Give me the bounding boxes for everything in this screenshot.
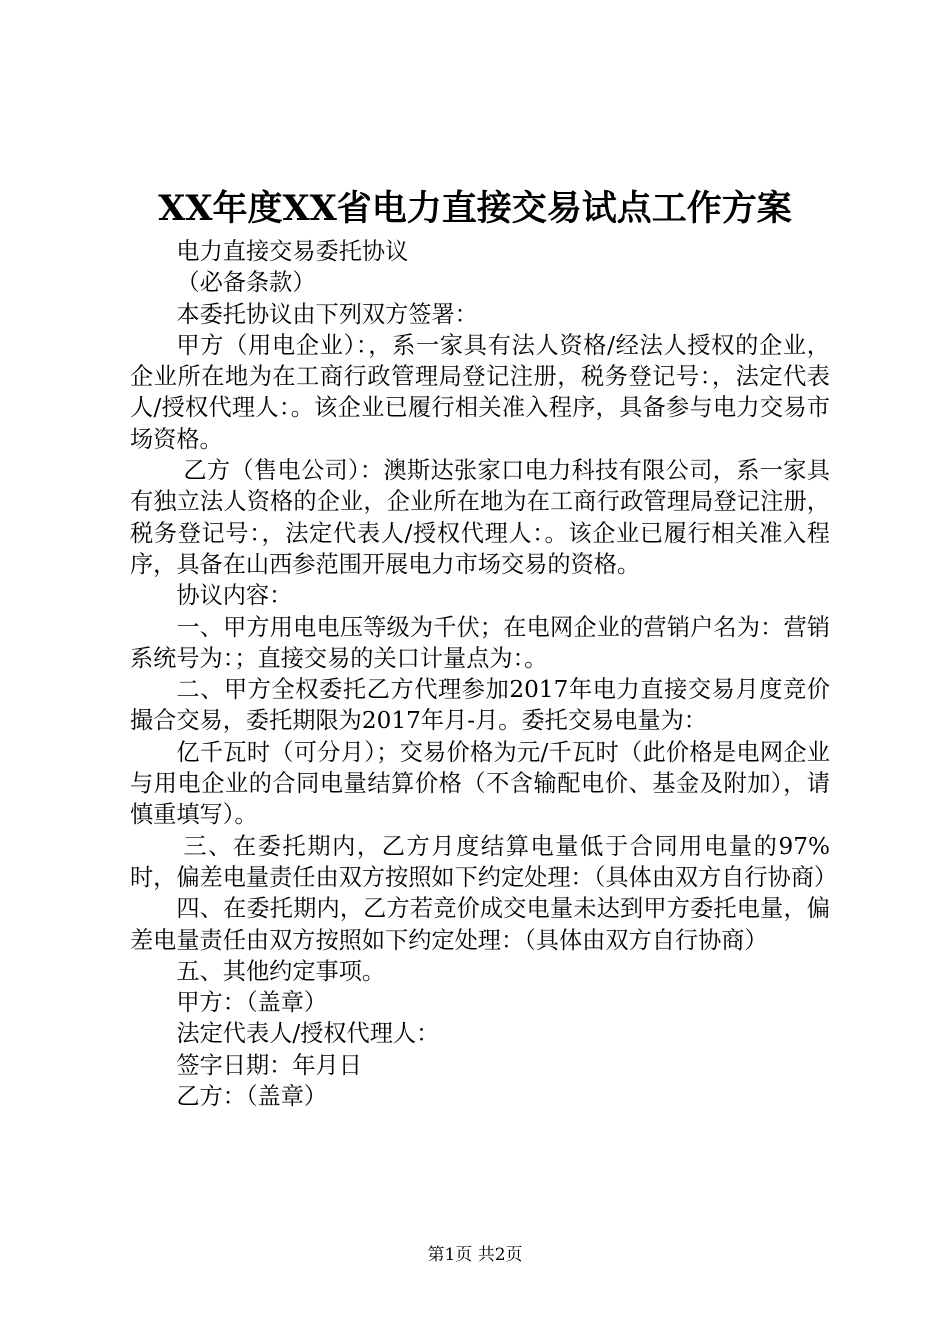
paragraph-agreement-name: 电力直接交易委托协议 xyxy=(176,238,409,265)
paragraph-signing-parties: 本委托协议由下列双方签署： xyxy=(176,300,478,328)
paragraph-signing-date: 签字日期：年月日 xyxy=(176,1051,362,1079)
paragraph-legal-representative: 法定代表人/授权代理人： xyxy=(176,1020,440,1048)
paragraph-agreement-content: 协议内容： xyxy=(176,582,293,610)
paragraph-clause-4: 四、在委托期内，乙方若竞价成交电量未达到甲方委托电量，偏差电量责任由双方按照如下约定处理：（具体由双方自行协商） xyxy=(130,895,830,954)
paragraph-party-b: 乙方（售电公司）：澳斯达张家口电力科技有限公司，系一家具有独立法人资格的企业，企业所在地为在工商行政管理局登记注册，税务登记号：，法定代表人/授权代理人：。该企业已履行相关准入程序，具备在山西参范围开展电力市场交易的资格。 xyxy=(130,457,830,578)
paragraph-party-a: 甲方（用电企业）：，系一家具有法人资格/经法人授权的企业，企业所在地为在工商行政管理局登记注册，税务登记号：，法定代表人/授权代理人：。该企业已履行相关准入程序，具备参与电力交易市场资格。 xyxy=(130,331,830,453)
document-title: XX年度XX省电力直接交易试点工作方案 xyxy=(158,188,792,229)
paragraph-party-b-seal: 乙方：（盖章） xyxy=(176,1083,328,1111)
paragraph-clause-2: 二、甲方全权委托乙方代理参加2017年电力直接交易月度竞价撮合交易，委托期限为2017年月-月。委托交易电量为： xyxy=(130,676,830,735)
document-body xyxy=(130,236,838,1112)
paragraph-clause-5: 五、其他约定事项。 xyxy=(176,957,386,985)
paragraph-required-clauses: （必备条款） xyxy=(176,269,316,297)
page-number-footer: 第1页 共2页 xyxy=(427,1245,523,1265)
paragraph-party-a-seal: 甲方：（盖章） xyxy=(176,989,328,1017)
paragraph-clause-2-continued: 亿千瓦时（可分月）；交易价格为元/千瓦时（此价格是电网企业与用电企业的合同电量结算价格（不含输配电价、基金及附加），请慎重填写）。 xyxy=(130,738,830,829)
paragraph-clause-1: 一、甲方用电电压等级为千伏；在电网企业的营销户名为：营销系统号为：；直接交易的关口计量点为：。 xyxy=(130,613,830,672)
paragraph-clause-3: 三、在委托期内，乙方月度结算电量低于合同用电量的97%时，偏差电量责任由双方按照如下约定处理：（具体由双方自行协商） xyxy=(130,832,838,891)
